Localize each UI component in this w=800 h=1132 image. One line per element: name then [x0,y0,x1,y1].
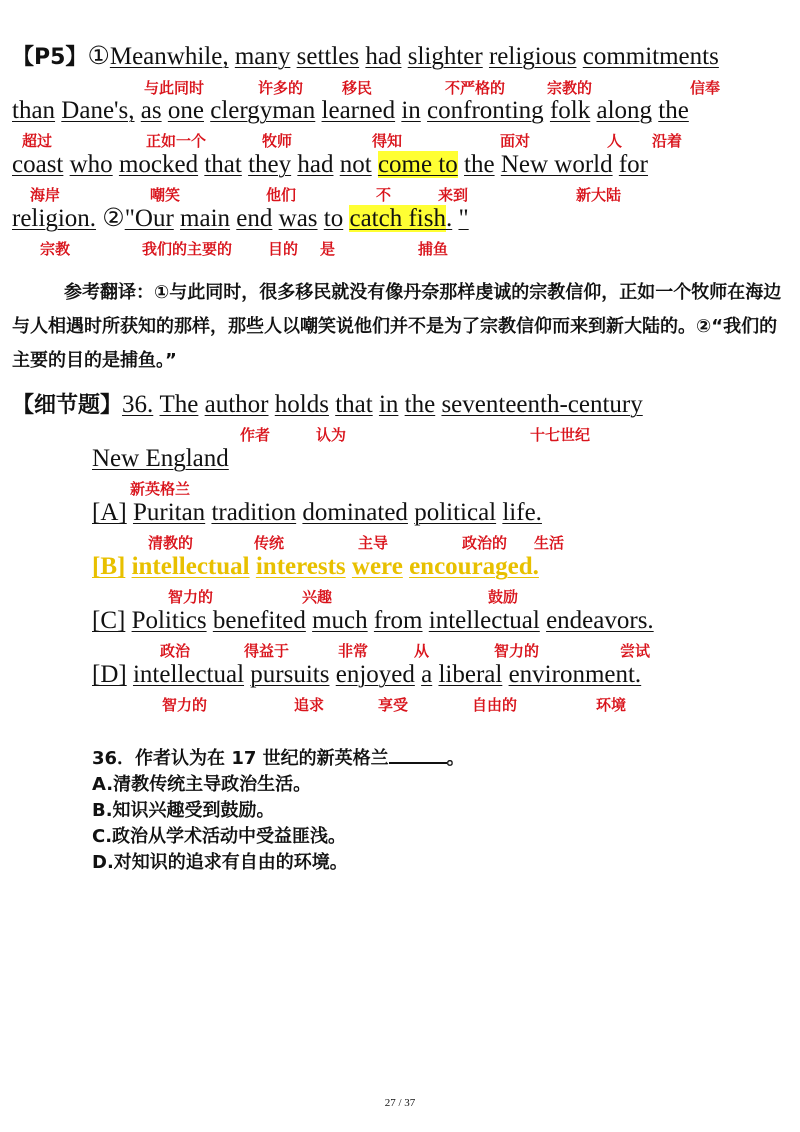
gloss: 政治的 [462,534,508,552]
gloss: 环境 [596,696,627,714]
chinese-option-d[interactable]: D.对知识的追求有自由的环境。 [92,852,348,873]
word: environment. [508,661,642,688]
p5-line-1 [12,42,719,73]
gloss: 新大陆 [576,186,622,204]
answer-blank [389,746,447,764]
word: they [248,151,292,178]
p5-tag: 【P5】 [12,45,88,70]
gloss: 非常 [338,642,369,660]
gloss: 兴趣 [302,588,333,606]
word: endeavors. [546,607,654,634]
gloss: 从 [414,642,430,660]
gloss: 作者 [240,426,271,444]
gloss: 与此同时 [144,79,205,97]
gloss: 享受 [378,696,409,714]
option-label: [D] [92,661,127,688]
word: a [421,661,433,688]
word: pursuits [250,661,330,688]
word: the [658,97,689,124]
option-a[interactable] [92,498,542,528]
gloss: 正如一个 [146,132,207,150]
word: Puritan [132,499,206,526]
highlighted-phrase: come to [377,151,458,178]
gloss: 宗教的 [547,79,593,97]
option-label: [B] [92,553,126,580]
word: interests [255,553,346,580]
word: the [404,391,436,418]
word: intellectual [428,607,540,634]
word: liberal [438,661,503,688]
word: mocked [118,151,199,178]
word: as [140,97,162,124]
word: confronting [427,97,544,124]
page-number: 27 / 37 [384,1097,416,1109]
word: political [414,499,497,526]
word: author [204,391,269,418]
gloss: 生活 [534,534,565,552]
highlighted-phrase: catch fish [349,205,446,232]
word: were [351,553,403,580]
circled-number-1: ① [87,43,110,70]
option-d[interactable] [92,660,641,690]
stem-text: 。 [446,748,465,769]
gloss: 我们的主要的 [142,240,233,258]
gloss: 移民 [342,79,373,97]
word: holds [274,391,329,418]
word: commitments [582,43,719,70]
gloss: 自由的 [472,696,518,714]
word: folk [549,97,591,124]
word: end [236,205,273,232]
word: intellectual [131,553,250,580]
word: seventeenth-century [441,391,643,418]
word: slighter [407,43,483,70]
word: New world [500,151,613,178]
word: coast [12,151,64,178]
gloss: 尝试 [620,642,651,660]
word: encouraged. [409,553,539,580]
option-b-answer[interactable] [92,552,539,582]
word: clergyman [210,97,316,124]
chinese-option-b[interactable]: B.知识兴趣受到鼓励。 [92,800,275,821]
gloss: 不严格的 [445,79,506,97]
gloss: 智力的 [494,642,540,660]
chinese-option-c[interactable]: C.政治从学术活动中受益匪浅。 [92,826,347,847]
word: many [234,43,291,70]
word: Meanwhile, [109,43,229,70]
word: that [204,151,242,178]
gloss: 宗教 [40,240,71,258]
word: along [596,97,653,124]
word: than [12,97,56,124]
word: Dane's, [61,97,135,124]
word: had [365,43,402,70]
word: The [159,391,199,418]
word: New England [92,445,229,472]
word: from [373,607,423,634]
gloss: 鼓励 [488,588,519,606]
gloss: 信奉 [690,79,721,97]
question-stem-line-2 [92,444,229,474]
gloss: 面对 [500,132,531,150]
gloss: 得益于 [244,642,290,660]
word: religious [488,43,577,70]
option-c[interactable] [92,606,654,636]
gloss: 来到 [438,186,469,204]
gloss: 新英格兰 [130,480,191,498]
word: religion. [12,205,97,232]
gloss: 不 [376,186,392,204]
gloss: 人 [607,132,623,150]
word: life. [502,499,542,526]
gloss: 超过 [22,132,53,150]
gloss: 十七世纪 [530,426,591,444]
word: who [69,151,113,178]
gloss: 智力的 [168,588,214,606]
word: much [312,607,368,634]
word: " [458,205,469,232]
reference-translation [12,276,788,378]
gloss: 政治 [160,642,191,660]
word: one [167,97,204,124]
gloss: 清教的 [148,534,194,552]
gloss: 传统 [254,534,285,552]
word: enjoyed [335,661,415,688]
word: for [618,151,649,178]
word: that [335,391,373,418]
chinese-question-stem [92,746,465,772]
question-stem-line-1 [12,390,643,421]
gloss: 得知 [372,132,403,150]
word: dominated [302,499,408,526]
word: the [464,151,495,178]
gloss: 智力的 [162,696,208,714]
word: learned [321,97,396,124]
gloss: 目的 [268,240,299,258]
gloss: 许多的 [258,79,304,97]
word: Politics [131,607,207,634]
translation-label: 参考翻译： [64,282,154,303]
gloss: 是 [320,240,336,258]
word: in [378,391,399,418]
circled-number-2: ② [102,205,125,232]
gloss: 他们 [266,186,297,204]
translation-text: ①与此同时，很多移民就没有像丹奈那样虔诚的宗教信仰，正如一个牧师在海边与人相遇时所获知的那样，那些人以嘲笑说他们并不是为了宗教信仰而来到新大陆的。②“我们的主要的目的是捕鱼。” [12,282,782,371]
gloss: 嘲笑 [150,186,181,204]
stem-text: 36．作者认为在 17 世纪的新英格兰 [92,748,389,769]
word: "Our [124,205,174,232]
question-type-tag: 【细节题】 [12,393,123,418]
gloss: 海岸 [30,186,61,204]
option-label: [A] [92,499,127,526]
question-number: 36. [122,391,154,418]
gloss: 认为 [316,426,347,444]
chinese-option-a[interactable]: A.清教传统主导政治生活。 [92,774,312,795]
gloss: 捕鱼 [418,240,449,258]
word: had [297,151,334,178]
p5-line-4 [12,204,469,234]
word: tradition [211,499,297,526]
p5-line-2 [12,96,689,126]
word: in [401,97,421,124]
word: benefited [212,607,306,634]
gloss: 主导 [358,534,389,552]
word: to [323,205,344,232]
word: was [278,205,318,232]
gloss: 沿着 [652,132,683,150]
word: main [180,205,231,232]
word: . [445,205,453,232]
word: not [339,151,372,178]
p5-line-3 [12,150,648,180]
word: settles [296,43,360,70]
gloss: 牧师 [262,132,293,150]
option-label: [C] [92,607,126,634]
word: intellectual [132,661,245,688]
gloss: 追求 [294,696,325,714]
